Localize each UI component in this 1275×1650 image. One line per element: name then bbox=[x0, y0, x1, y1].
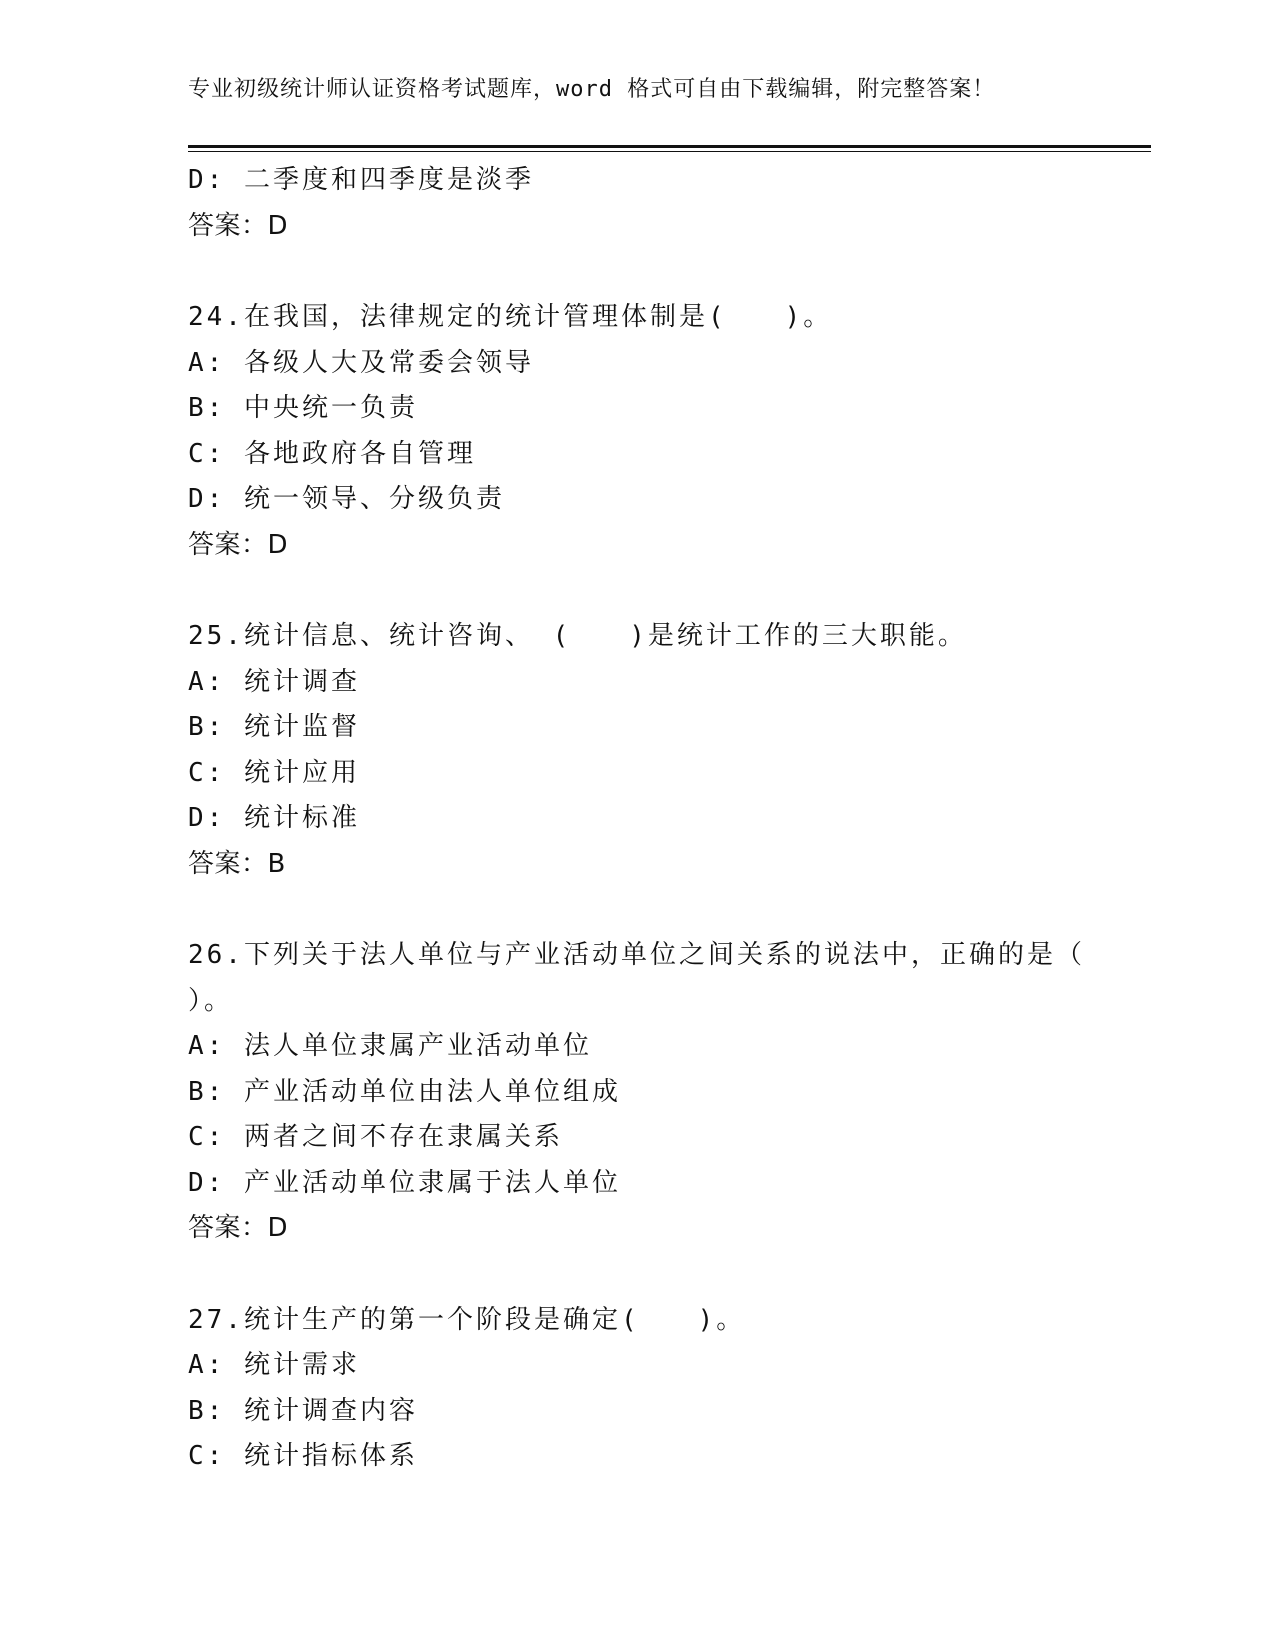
option-a: A: 统计需求 bbox=[188, 1350, 360, 1380]
option-c: C: 两者之间不存在隶属关系 bbox=[188, 1122, 563, 1152]
answer: 答案：D bbox=[188, 529, 289, 560]
question-stem-continued: ）。 bbox=[188, 985, 234, 1016]
page-header: 专业初级统计师认证资格考试题库，word 格式可自由下载编辑，附完整答案！ bbox=[188, 77, 996, 102]
option-d: D: 产业活动单位隶属于法人单位 bbox=[188, 1167, 621, 1198]
option-a: A: 法人单位隶属产业活动单位 bbox=[188, 1031, 592, 1061]
prev-option-d: D: 二季度和四季度是淡季 bbox=[188, 165, 534, 195]
option-b: B: 统计调查内容 bbox=[188, 1395, 418, 1426]
answer: 答案：B bbox=[188, 848, 286, 879]
header-rule-thin bbox=[188, 151, 1151, 152]
question-24 bbox=[188, 295, 1088, 568]
option-a: A: 统计调查 bbox=[188, 666, 360, 697]
option-b: B: 统计监督 bbox=[188, 712, 360, 742]
question-stem: 25.统计信息、统计咨询、 ( )是统计工作的三大职能。 bbox=[188, 621, 967, 651]
option-d: D: 统计标准 bbox=[188, 803, 360, 833]
question-27 bbox=[188, 1298, 1088, 1480]
question-stem: 26.下列关于法人单位与产业活动单位之间关系的说法中，正确的是（ bbox=[188, 940, 1085, 970]
question-content bbox=[188, 158, 1088, 1480]
question-stem: 27.统计生产的第一个阶段是确定( )。 bbox=[188, 1304, 746, 1335]
answer: 答案：D bbox=[188, 1213, 289, 1243]
option-b: B: 产业活动单位由法人单位组成 bbox=[188, 1076, 621, 1107]
prev-answer: 答案：D bbox=[188, 210, 289, 241]
option-c: C: 统计指标体系 bbox=[188, 1441, 418, 1471]
option-a: A: 各级人大及常委会领导 bbox=[188, 347, 534, 378]
option-d: D: 统一领导、分级负责 bbox=[188, 484, 505, 514]
header-rule-thick bbox=[188, 145, 1151, 148]
question-26 bbox=[188, 933, 1088, 1252]
question-stem: 24.在我国，法律规定的统计管理体制是( )。 bbox=[188, 302, 833, 332]
option-c: C: 统计应用 bbox=[188, 757, 360, 788]
option-b: B: 中央统一负责 bbox=[188, 393, 418, 423]
option-c: C: 各地政府各自管理 bbox=[188, 438, 476, 469]
question-25 bbox=[188, 614, 1088, 887]
